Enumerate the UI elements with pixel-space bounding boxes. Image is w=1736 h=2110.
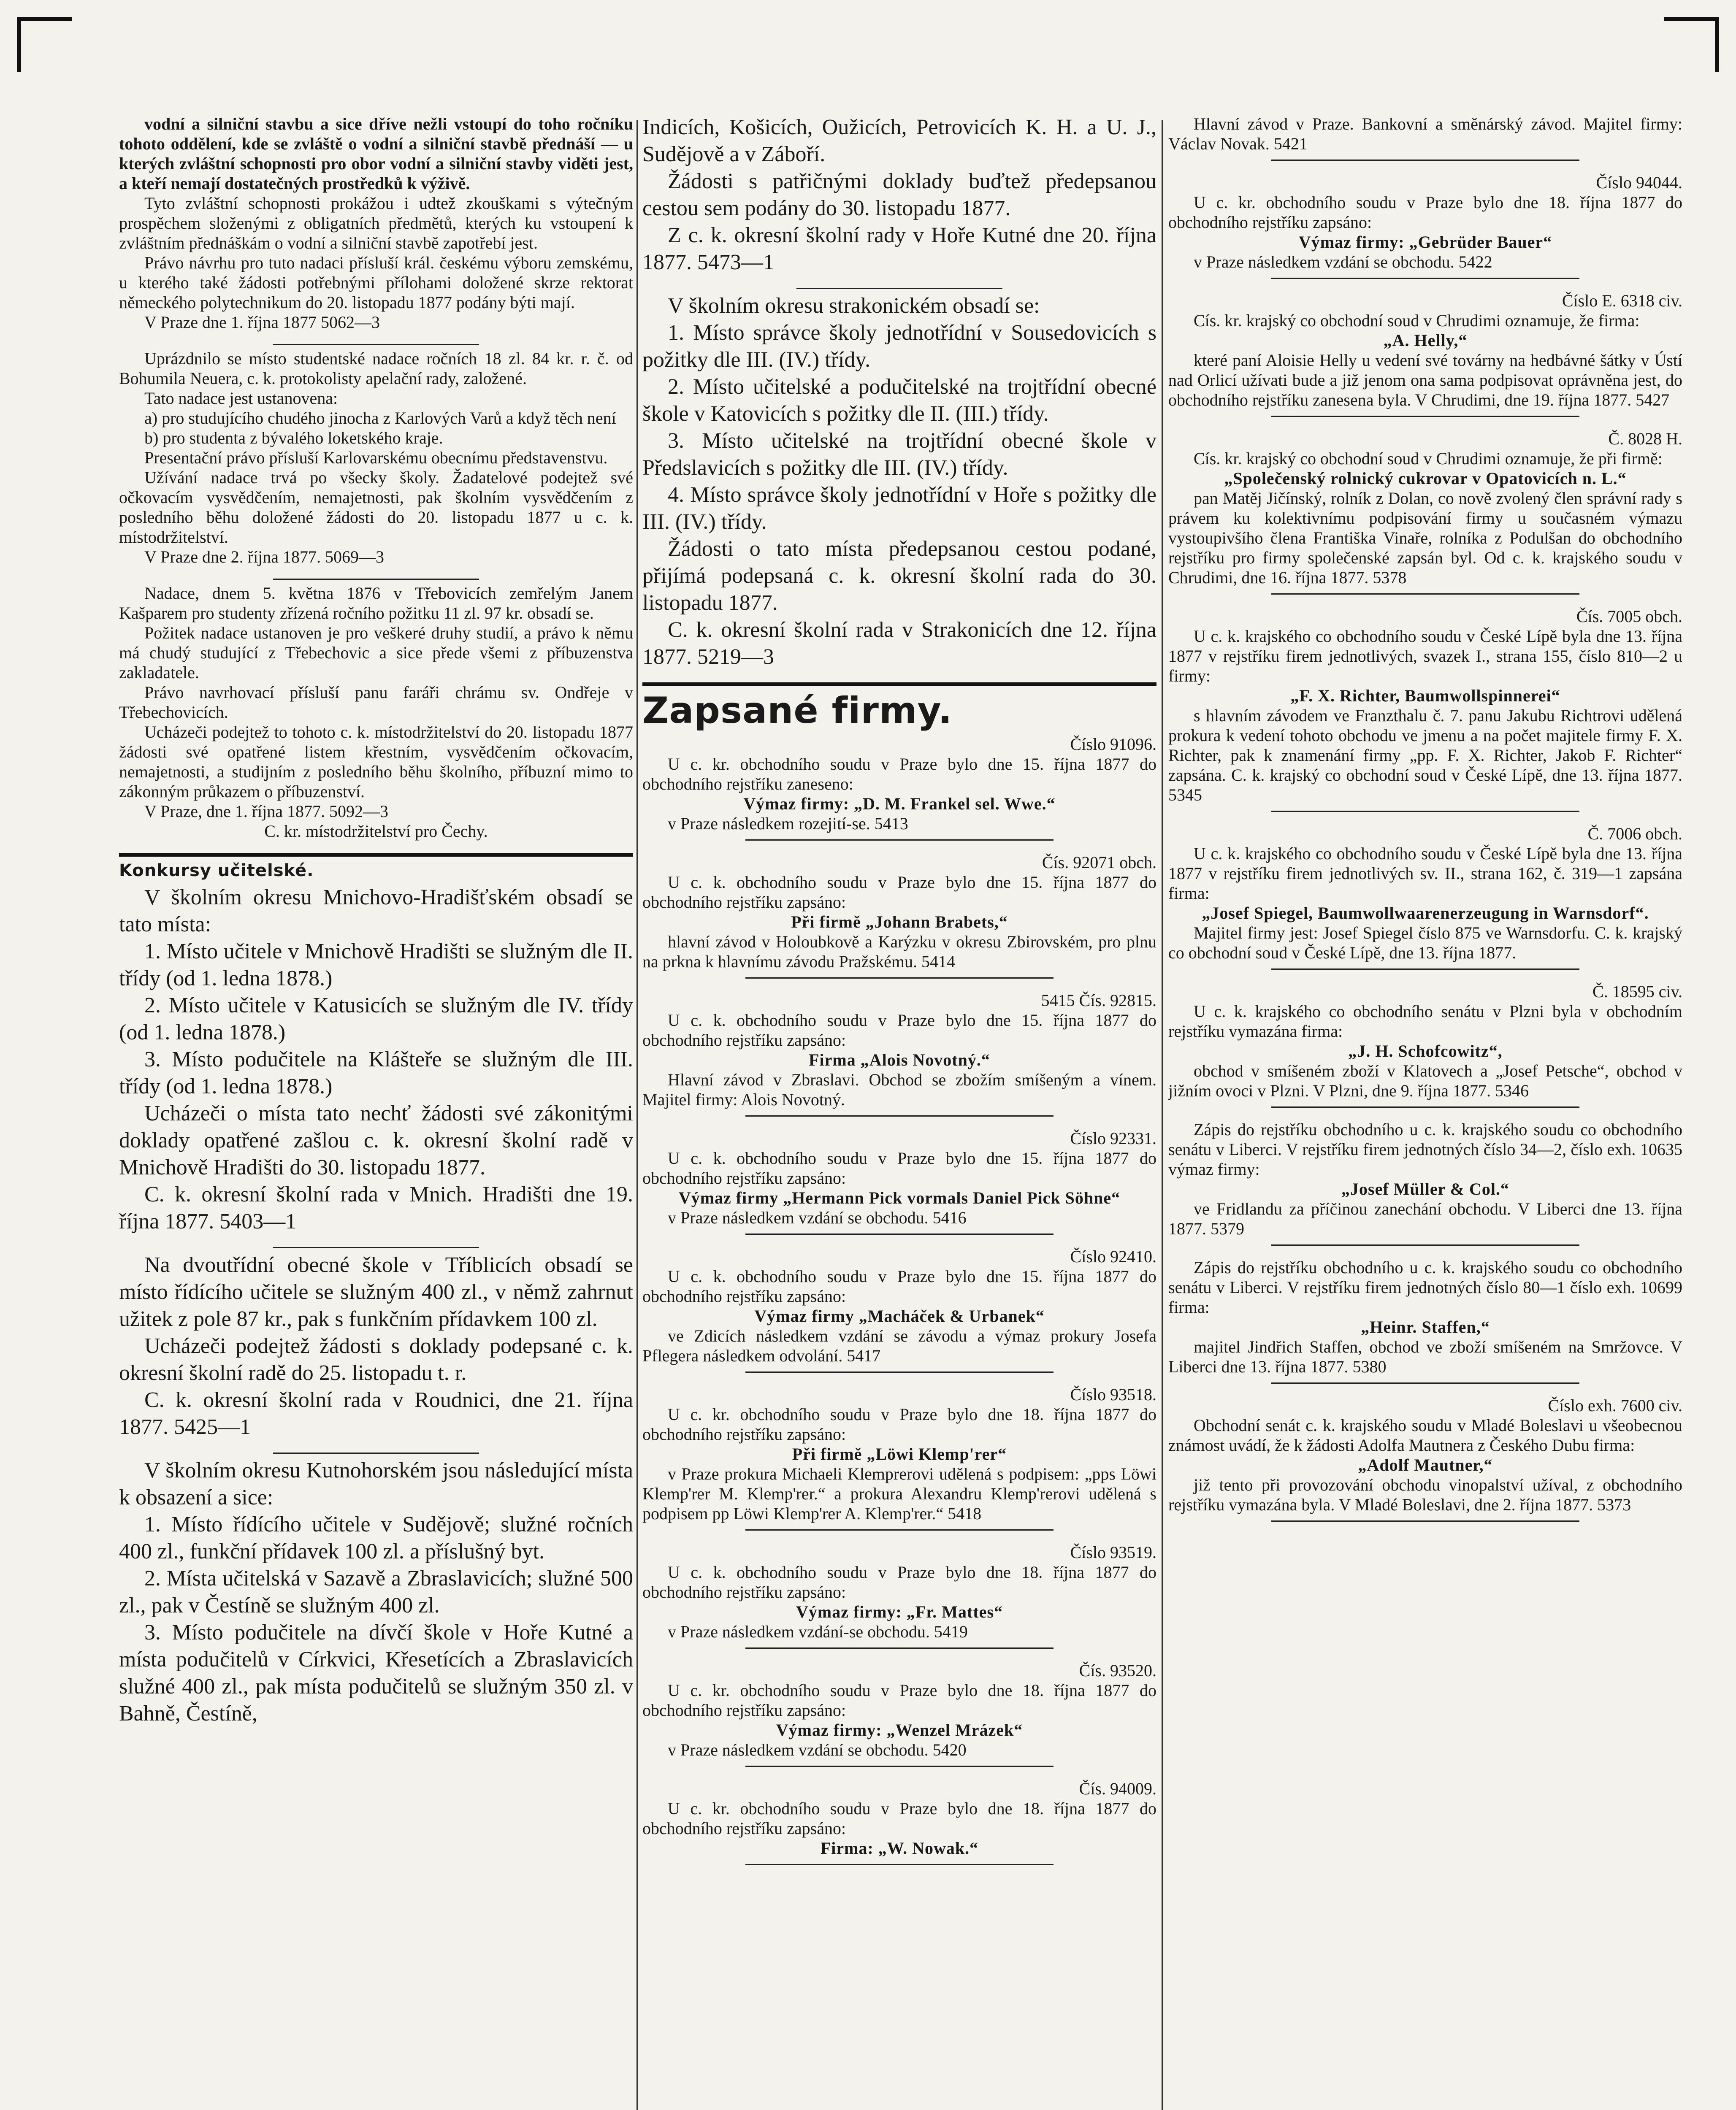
divider bbox=[745, 1115, 1054, 1117]
firm-name: „J. H. Schofcowitz“, bbox=[1348, 1041, 1503, 1060]
paragraph: Tyto zvláštní schopnosti prokážou i udtež zkouškami s výtečným prospěchem složenými z obligatních předmětů, kterých ku vstoupení k zvláštním přednáškám o vodní a silniční stavbě zapotřebí jest. bbox=[119, 194, 633, 252]
firm-entry bbox=[1168, 291, 1682, 417]
divider bbox=[1271, 160, 1580, 161]
firm-entry bbox=[1168, 1258, 1682, 1384]
entry-text: U c. kr. obchodního soudu v Praze bylo dne 15. října 1877 do obchodního rejstříku zaneseno: bbox=[642, 755, 1156, 793]
divider bbox=[273, 1247, 479, 1248]
firm-name: „F. X. Richter, Baumwollspinnerei“ bbox=[1290, 686, 1560, 705]
entry-number: Čís. 92071 obch. bbox=[1042, 853, 1156, 872]
signature-line: V Praze dne 1. října 1877 5062—3 bbox=[144, 313, 380, 332]
firm-entry bbox=[1168, 982, 1682, 1108]
firm-entry bbox=[642, 852, 1156, 979]
firm-name: „Josef Spiegel, Baumwollwaarenerzeugung in Warnsdorf“. bbox=[1202, 904, 1649, 922]
divider bbox=[273, 579, 479, 580]
entry-tail: pan Matěj Jičínský, rolník z Dolan, co nově zvolený člen správní rady s právem ku kolektivnímu podpisování firmy u současném výmazu vystoupivšího člena Františka Vinaře, rolníka z Podulšan do obchodního rejstříku pro firmy společenské zapsán byl. Od c. k. krajského soudu v Chrudimi, dne 16. října 1877. 5378 bbox=[1168, 489, 1682, 587]
entry-tail: v Praze prokura Michaeli Klemprerovi udělená s podpisem: „pps Löwi Klemp'rer M. Klemp'rer.“ a prokura Alexandru Klemp'rerovi udělená s podpisem pp Löwi Klemp'rer A. Klemp'rer.“ 5418 bbox=[642, 1464, 1156, 1523]
firm-entry bbox=[642, 1128, 1156, 1235]
divider bbox=[1271, 1382, 1580, 1384]
divider bbox=[745, 1647, 1054, 1649]
divider bbox=[273, 344, 479, 345]
paragraph: Požitek nadace ustanoven je pro veškeré druhy studií, a právo k němu má chudý studující z Třebechovic a sice přede všemi z příbuzenstva zakladatele. bbox=[119, 623, 633, 682]
entry-text: Hlavní závod v Praze. Bankovní a směnárský závod. Majitel firmy: Václav Novak. 5421 bbox=[1168, 114, 1682, 153]
column-2 bbox=[642, 114, 1156, 2110]
entry-tail: obchod v smíšeném zboží v Klatovech a „Josef Petsche“, obchod v jižním ovoci v Plzni. V Plzni, dne 9. října 1877. 5346 bbox=[1168, 1061, 1682, 1100]
firm-name: „Heinr. Staffen,“ bbox=[1361, 1317, 1490, 1336]
entry-number: Číslo E. 6318 civ. bbox=[1562, 291, 1682, 310]
firm-name: Výmaz firmy: „Wenzel Mrázek“ bbox=[776, 1720, 1023, 1739]
firm-registry-list bbox=[642, 734, 1156, 1865]
firm-name: Výmaz firmy: „Fr. Mattes“ bbox=[796, 1602, 1003, 1621]
divider bbox=[1271, 968, 1580, 970]
signature-line: C. k. okresní školní rada v Roudnici, dne 21. října 1877. 5425—1 bbox=[119, 1388, 633, 1439]
entry-number: Číslo 92410. bbox=[1070, 1247, 1156, 1266]
paragraph: Ucházeči o místa tato nechť žádosti své zákonitými doklady opatřené zašlou c. k. okresní školní radě v Mnichově Hradišti do 30. listopadu 1877. bbox=[119, 1101, 633, 1179]
signature-line: Z c. k. okresní školní rady v Hoře Kutné dne 20. října 1877. 5473—1 bbox=[642, 223, 1156, 274]
firm-name: Při firmě „Johann Brabets,“ bbox=[791, 912, 1008, 931]
firm-name: „Josef Müller & Col.“ bbox=[1341, 1179, 1509, 1198]
firm-name: „Společenský rolnický cukrovar v Opatovicích n. L.“ bbox=[1224, 469, 1627, 488]
entry-tail: Majitel firmy jest: Josef Spiegel číslo 875 ve Warnsdorfu. C. k. krajský co obchodní soud v České Lípě, dne 13. října 1877. bbox=[1168, 923, 1682, 962]
entry-tail: v Praze následkem rozejití-se. 5413 bbox=[668, 814, 908, 833]
entry-tail: Hlavní závod v Zbraslavi. Obchod se zbožím smíšeným a vínem. Majitel firmy: Alois Novotný. bbox=[642, 1070, 1156, 1109]
paragraph: 1. Místo řídícího učitele v Sudějově; služné ročních 400 zl., funkční přídavek 100 zl. a příslušný byt. bbox=[119, 1512, 633, 1564]
entry-tail: v Praze následkem vzdání se obchodu. 5422 bbox=[1194, 252, 1492, 271]
divider bbox=[1271, 1520, 1580, 1522]
signature-line: V Praze, dne 1. října 1877. 5092—3 bbox=[144, 802, 389, 821]
column-3 bbox=[1168, 114, 1682, 2110]
divider bbox=[1271, 1106, 1580, 1108]
paragraph: Žádosti s patřičnými doklady buďtež předepsanou cestou sem podány do 30. listopadu 1877. bbox=[642, 169, 1156, 220]
firm-entry bbox=[642, 734, 1156, 841]
divider bbox=[745, 1529, 1054, 1531]
firm-entry bbox=[1168, 824, 1682, 970]
entry-text: Zápis do rejstříku obchodního u c. k. krajského soudu co obchodního senátu v Liberci. V rejstříku firem jednotných číslo 34—2, číslo exh. 10635 výmaz firmy: bbox=[1168, 1120, 1682, 1179]
entry-text: U c. kr. obchodního soudu v Praze bylo dne 18. října 1877 do obchodního rejstříku zapsáno: bbox=[642, 1405, 1156, 1444]
paragraph: Indicích, Košicích, Oužicích, Petrovicích K. H. a U. J., Sudějově a v Záboří. bbox=[642, 115, 1156, 166]
paragraph: 4. Místo správce školy jednotřídní v Hoře s požitky dle III. (IV.) třídy. bbox=[642, 483, 1156, 534]
paragraph: Právo návrhu pro tuto nadaci přísluší král. českému výboru zemskému, u kterého také žádosti potřebnými přílohami doložené skrze rektorat německého polytechnikum do 20. listopadu 1877 podány býti mají. bbox=[119, 253, 633, 312]
paragraph: Žádosti o tato místa předepsanou cestou podané, přijímá podepsaná c. k. okresní školní rada do 30. listopadu 1877. bbox=[642, 537, 1156, 615]
firm-entry bbox=[1168, 606, 1682, 812]
paragraph: 3. Místo podučitele na dívčí škole v Hoře Kutné a místa podučitelů v Církvici, Křesetících a Zbraslavicích služné 400 zl., pak místa podučitelů se služným 350 zl. v Bahně, Čestíně, bbox=[119, 1620, 633, 1726]
divider bbox=[1271, 811, 1580, 812]
divider bbox=[1271, 278, 1580, 279]
entry-text: U c. kr. obchodního soudu v Praze bylo dne 18. října 1877 do obchodního rejstříku zapsáno: bbox=[642, 1681, 1156, 1720]
entry-text: U c. k. krajského co obchodního soudu v České Lípě byla dne 13. října 1877 v rejstříku firem jednotlivých, svazek I., strana 155, číslo 810—2 u firmy: bbox=[1168, 627, 1682, 685]
teacher-notice bbox=[119, 1457, 633, 1727]
paragraph: vodní a silniční stavbu a sice dříve nežli vstoupí do toho ročníku tohoto oddělení, kde se zvláště o vodní a silniční stavbě přednáší — u kterých zvláštní schopnosti pro obor vodní a silniční stavby viděti jest, a kteří nemají dostatečných prostředků k výživě. bbox=[119, 114, 633, 193]
entry-text: Cís. kr. krajský co obchodní soud v Chrudimi oznamuje, že firma: bbox=[1194, 311, 1640, 330]
firm-entry bbox=[1168, 114, 1682, 161]
authority-line: C. kr. místodržitelství pro Čechy. bbox=[264, 822, 488, 841]
firm-entry bbox=[642, 1247, 1156, 1373]
paragraph: V školním okresu strakonickém obsadí se: bbox=[668, 294, 1040, 318]
paragraph: V školním okresu Mnichovo-Hradišťském obsadí se tato místa: bbox=[119, 885, 633, 936]
paragraph: Tato nadace jest ustanovena: bbox=[144, 389, 338, 408]
section-rule bbox=[119, 853, 633, 857]
paragraph: V školním okresu Kutnohorském jsou následující místa k obsazení a sice: bbox=[119, 1458, 633, 1509]
entry-number: Č. 8028 H. bbox=[1608, 429, 1682, 448]
entry-number: 5415 Čís. 92815. bbox=[1041, 991, 1156, 1010]
firm-entry bbox=[642, 1661, 1156, 1767]
entry-number: Číslo 93519. bbox=[1070, 1543, 1156, 1562]
firm-name: „Adolf Mautner,“ bbox=[1358, 1455, 1493, 1474]
divider bbox=[745, 977, 1054, 979]
column-divider bbox=[1162, 120, 1163, 2110]
divider bbox=[745, 1864, 1054, 1865]
firm-entry bbox=[642, 1779, 1156, 1865]
paragraph: Presentační právo přísluší Karlovarskému obecnímu představenstvu. bbox=[144, 448, 608, 467]
paragraph: Ucházeči podejtež žádosti s doklady podepsané c. k. okresní školní radě do 25. listopadu t. r. bbox=[119, 1334, 633, 1385]
firm-entry bbox=[1168, 1120, 1682, 1246]
divider bbox=[745, 1234, 1054, 1235]
divider bbox=[745, 1766, 1054, 1767]
firm-name: „A. Helly,“ bbox=[1383, 331, 1468, 350]
column-divider bbox=[636, 120, 638, 2110]
foundation-notice bbox=[119, 583, 633, 841]
teacher-notice bbox=[119, 884, 633, 1235]
entry-tail: v Praze následkem vzdání se obchodu. 5420 bbox=[668, 1740, 967, 1759]
entry-text: U c. k. obchodního soudu v Praze bylo dne 15. října 1877 do obchodního rejstříku zapsáno: bbox=[642, 1149, 1156, 1188]
teacher-notice-continued bbox=[642, 114, 1156, 276]
paragraph: Ucházeči podejtež to tohoto c. k. místodržitelství do 20. listopadu 1877 žádosti své opatřené listem křestním, vysvědčením očkovacím, nemajetnosti, a studijním z posledního běhu školního, příbuzní mimo to zákonným průkazem o příbuzenství. bbox=[119, 722, 633, 801]
entry-text: U c. kr. obchodního soudu v Praze bylo dne 18. října 1877 do obchodního rejstříku zapsáno: bbox=[642, 1799, 1156, 1838]
firm-entry bbox=[1168, 1396, 1682, 1522]
entry-tail: s hlavním závodem ve Franzthalu č. 7. panu Jakubu Richtrovi udělená prokura k vedení tohoto obchodu ve jmenu a na počet majitele firmy F. X. Richter, pak k znamenání firmy „pp. F. X. Richter, Jakob F. Richter“ zapsána. C. k. krajský co obchodní soud v České Lípě, dne 13. října 1877. 5345 bbox=[1168, 706, 1682, 804]
section-rule bbox=[642, 682, 1156, 686]
signature-line: V Praze dne 2. října 1877. 5069—3 bbox=[144, 547, 385, 566]
signature-line: C. k. okresní školní rada v Mnich. Hradišti dne 19. října 1877. 5403—1 bbox=[119, 1182, 633, 1234]
paragraph: 3. Místo podučitele na Klášteře se služným dle III. třídy (od 1. ledna 1878.) bbox=[119, 1047, 633, 1098]
entry-text: U c. kr. obchodního soudu v Praze bylo dne 18. října 1877 do obchodního rejstříku zapsáno: bbox=[1168, 193, 1682, 232]
firm-name: Firma: „W. Nowak.“ bbox=[820, 1839, 979, 1858]
section-title: Konkursy učitelské. bbox=[119, 861, 314, 880]
entry-text: Obchodní senát c. k. krajského soudu v Mladé Boleslavi u všeobecnou známost uvádí, že k žádosti Adolfa Mautnera z Českého Dubu firma: bbox=[1168, 1416, 1682, 1455]
paragraph: Uprázdnilo se místo studentské nadace ročních 18 zl. 84 kr. r. č. od Bohumila Neuera, c. k. protokolisty apelační rady, založené. bbox=[119, 349, 633, 388]
entry-text: Zápis do rejstříku obchodního u c. k. krajského soudu co obchodního senátu v Liberci. V rejstříku firem jednotných číslo 80—1 číslo exh. 10699 firma: bbox=[1168, 1258, 1682, 1317]
entry-tail: ve Zdicích následkem vzdání se závodu a výmaz prokury Josefa Pflegera následkem odvolání. 5417 bbox=[642, 1326, 1156, 1365]
divider bbox=[796, 288, 1002, 289]
divider bbox=[745, 839, 1054, 841]
entry-number: Čís. 93520. bbox=[1079, 1661, 1156, 1680]
paragraph: 2. Místo učitele v Katusicích se služným dle IV. třídy (od 1. ledna 1878.) bbox=[119, 993, 633, 1044]
paragraph: 2. Místa učitelská v Sazavě a Zbraslavicích; služné 500 zl., pak v Čestíně se služným 400 zl. bbox=[119, 1566, 633, 1618]
scholarship-notice bbox=[119, 349, 633, 567]
entry-text: U c. k. krajského co obchodního soudu v České Lípě byla dne 13. října 1877 v rejstříku firem jednotlivých sv. II., strana 162, č. 319—1 zapsána firma: bbox=[1168, 844, 1682, 903]
divider bbox=[273, 1453, 479, 1454]
firm-entry bbox=[1168, 173, 1682, 279]
entry-number: Čís. 7005 obch. bbox=[1576, 607, 1682, 626]
divider bbox=[1271, 593, 1580, 595]
entry-tail: ve Fridlandu za příčinou zanechání obchodu. V Liberci dne 13. října 1877. 5379 bbox=[1168, 1199, 1682, 1238]
paragraph: 1. Místo správce školy jednotřídní v Sousedovicích s požitky dle III. (IV.) třídy. bbox=[642, 321, 1156, 372]
entry-number: Číslo 93518. bbox=[1070, 1385, 1156, 1404]
firm-name: Výmaz firmy: „Gebrüder Bauer“ bbox=[1298, 233, 1552, 252]
teacher-notice bbox=[119, 1252, 633, 1441]
signature-line: C. k. okresní školní rada v Strakonicích dne 12. října 1877. 5219—3 bbox=[642, 618, 1156, 669]
strakonice-notice bbox=[642, 292, 1156, 671]
entry-text: U c. k. krajského co obchodního senátu v Plzni byla v obchodním rejstříku vymazána firma: bbox=[1168, 1002, 1682, 1041]
entry-number: Čís. 94009. bbox=[1079, 1779, 1156, 1798]
entry-text: Cís. kr. krajský co obchodní soud v Chrudimi oznamuje, že při firmě: bbox=[1194, 449, 1663, 468]
firm-entry bbox=[642, 990, 1156, 1117]
paragraph: b) pro studenta z bývalého loketského kraje. bbox=[144, 428, 443, 447]
entry-tail: majitel Jindřich Staffen, obchod ve zboží smíšeném na Smržovce. V Liberci dne 13. října 1877. 5380 bbox=[1168, 1337, 1682, 1376]
firm-entry bbox=[1168, 429, 1682, 595]
entry-number: Č. 7006 obch. bbox=[1587, 824, 1682, 843]
paragraph: 2. Místo učitelské a podučitelské na trojtřídní obecné škole v Katovicích s požitky dle II. (III.) třídy. bbox=[642, 375, 1156, 426]
crop-mark bbox=[17, 17, 72, 72]
entry-text: U c. k. obchodního soudu v Praze bylo dne 15. října 1877 do obchodního rejstříku zapsáno: bbox=[642, 1267, 1156, 1306]
paragraph: Nadace, dnem 5. května 1876 v Třebovicích zemřelým Janem Kašparem pro studenty zřízená ročního požitku 11 zl. 97 kr. obsadí se. bbox=[119, 584, 633, 622]
paragraph: Na dvoutřídní obecné škole v Tříblicích obsadí se místo řídícího učitele se služným 400 zl., v němž zahrnut užitek z pole 87 kr., pak s funkčním přídavkem 100 zl. bbox=[119, 1253, 633, 1331]
section-title: Zapsané firmy. bbox=[642, 690, 953, 732]
firm-registry-list bbox=[1168, 114, 1682, 1522]
paragraph: 3. Místo učitelské na trojtřídní obecné škole v Předslavicích s požitky dle III. (IV.) třídy. bbox=[642, 429, 1156, 480]
firm-name: Firma „Alois Novotný.“ bbox=[809, 1050, 990, 1069]
entry-tail: v Praze následkem vzdání se obchodu. 5416 bbox=[668, 1208, 967, 1227]
paragraph: Právo navrhovací přísluší panu faráři chrámu sv. Ondřeje v Třebechovicích. bbox=[119, 683, 633, 722]
divider bbox=[1271, 1244, 1580, 1246]
entry-tail: které paní Aloisie Helly u vedení své továrny na hedbávné šátky v Ústí nad Orlicí užívati bude a již jenom ona sama podpisovat oprávněna jest, do obchodního rejstříku zanesena byla. V Chrudimi, dne 19. října 1877. 5427 bbox=[1168, 351, 1682, 409]
entry-number: Číslo 94044. bbox=[1596, 173, 1682, 192]
firm-name: Při firmě „Löwi Klemp'rer“ bbox=[792, 1445, 1007, 1463]
entry-text: U c. k. obchodního soudu v Praze bylo dne 15. října 1877 do obchodního rejstříku zapsáno: bbox=[642, 873, 1156, 912]
paragraph: a) pro studujícího chudého jinocha z Karlových Varů a když těch není bbox=[144, 408, 616, 427]
entry-number: Č. 18595 civ. bbox=[1592, 982, 1682, 1001]
crop-mark bbox=[1664, 17, 1719, 72]
firm-name: Výmaz firmy: „D. M. Frankel sel. Wwe.“ bbox=[743, 794, 1056, 813]
firm-entry bbox=[642, 1542, 1156, 1649]
entry-number: Číslo exh. 7600 civ. bbox=[1548, 1396, 1682, 1415]
entry-tail: již tento při provozování obchodu vinopalství užíval, z obchodního rejstříku vymazána byla. V Mladé Boleslavi, dne 2. října 1877. 5373 bbox=[1168, 1475, 1682, 1514]
paragraph: Užívání nadace trvá po všecky školy. Žadatelové podejtež své očkovacím vysvědčením, nemajetnosti, pak školním vysvědčením z posledního běhu doložené žádosti do 20. listopadu 1877 u c. k. místodržitelství. bbox=[119, 468, 633, 546]
entry-tail: hlavní závod v Holoubkově a Karýzku v okresu Zbirovském, pro plnu na prkna k hlavnímu závodu Pražskému. 5414 bbox=[642, 932, 1156, 971]
firm-name: Výmaz firmy „Hermann Pick vormals Daniel Pick Söhne“ bbox=[678, 1188, 1121, 1207]
firm-name: Výmaz firmy „Macháček & Urbanek“ bbox=[754, 1307, 1045, 1326]
entry-number: Číslo 92331. bbox=[1070, 1129, 1156, 1148]
intro-notice bbox=[119, 114, 633, 332]
entry-number: Číslo 91096. bbox=[1070, 735, 1156, 754]
paragraph: 1. Místo učitele v Mnichově Hradišti se služným dle II. třídy (od 1. ledna 1878.) bbox=[119, 939, 633, 990]
divider bbox=[745, 1372, 1054, 1373]
firm-entry bbox=[642, 1385, 1156, 1531]
entry-tail: v Praze následkem vzdání-se obchodu. 5419 bbox=[668, 1622, 968, 1641]
entry-text: U c. k. obchodního soudu v Praze bylo dne 18. října 1877 do obchodního rejstříku zapsáno: bbox=[642, 1563, 1156, 1601]
entry-text: U c. k. obchodního soudu v Praze bylo dne 15. října 1877 do obchodního rejstříku zapsáno: bbox=[642, 1011, 1156, 1050]
divider bbox=[1271, 416, 1580, 417]
column-1 bbox=[119, 114, 633, 2110]
